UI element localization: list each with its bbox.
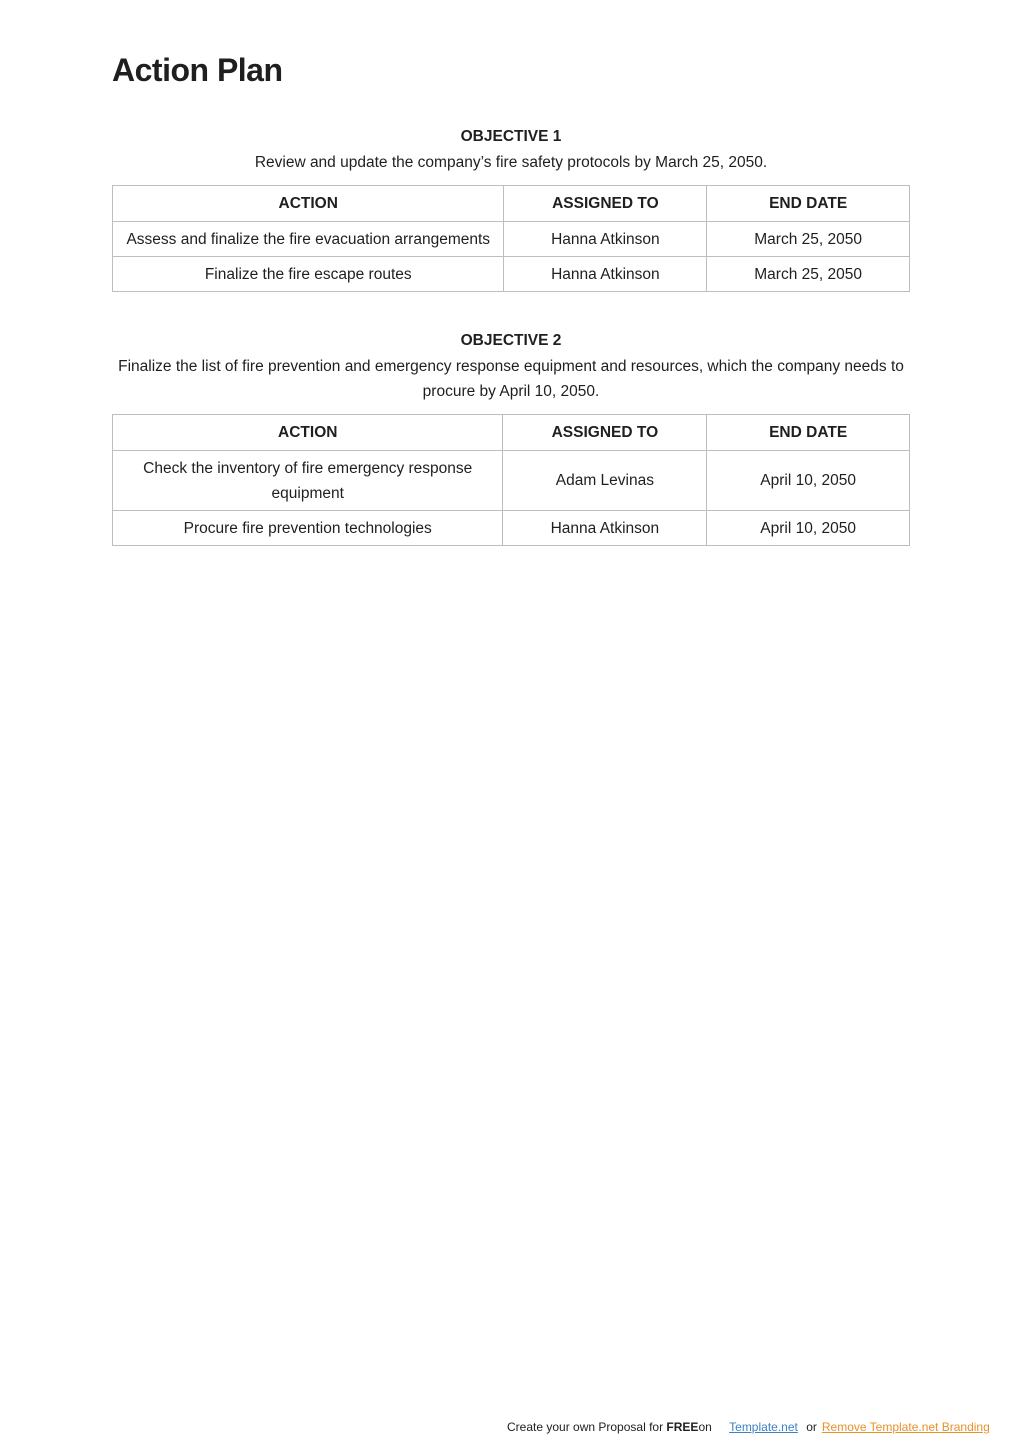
action-cell: Check the inventory of fire emergency response equipment: [113, 451, 503, 511]
footer-or: or: [806, 1420, 817, 1434]
remove-branding-link[interactable]: Remove Template.net Branding: [821, 1420, 990, 1434]
column-header-action: ACTION: [113, 186, 504, 222]
objective-1-table: [112, 185, 910, 292]
objective-2-table: [112, 414, 910, 546]
action-cell: Finalize the fire escape routes: [113, 257, 504, 292]
end-date-cell: March 25, 2050: [707, 222, 910, 257]
objective-1-description: Review and update the company’s fire safety protocols by March 25, 2050.: [254, 154, 768, 171]
assigned-to-cell: Hanna Atkinson: [503, 511, 707, 546]
assigned-to-cell: Hanna Atkinson: [504, 257, 707, 292]
branding-footer: [507, 1420, 990, 1434]
table-row: [113, 257, 910, 292]
objective-2-heading: OBJECTIVE 2: [460, 332, 562, 349]
table-row: [113, 451, 910, 511]
end-date-cell: April 10, 2050: [707, 511, 910, 546]
action-cell: Procure fire prevention technologies: [113, 511, 503, 546]
template-net-link[interactable]: Template.net: [729, 1420, 798, 1434]
assigned-to-cell: Adam Levinas: [503, 451, 707, 511]
page-title: Action Plan: [112, 52, 283, 88]
end-date-cell: April 10, 2050: [707, 451, 910, 511]
end-date-cell: March 25, 2050: [707, 257, 910, 292]
column-header-end-date: END DATE: [707, 186, 910, 222]
table-header-row: [113, 415, 910, 451]
column-header-end-date: END DATE: [707, 415, 910, 451]
footer-on: on: [698, 1420, 712, 1434]
table-row: [113, 222, 910, 257]
action-cell: Assess and finalize the fire evacuation arrangements: [113, 222, 504, 257]
table-header-row: [113, 186, 910, 222]
objective-1-heading: OBJECTIVE 1: [460, 128, 562, 145]
column-header-assigned-to: ASSIGNED TO: [504, 186, 707, 222]
objective-2-description: Finalize the list of fire prevention and emergency response equipment and resources, which the company needs to procure by April 10, 2050.: [118, 358, 904, 400]
column-header-assigned-to: ASSIGNED TO: [503, 415, 707, 451]
table-row: [113, 511, 910, 546]
footer-free: FREE: [666, 1420, 699, 1434]
footer-prefix: Create your own Proposal for: [507, 1420, 664, 1434]
assigned-to-cell: Hanna Atkinson: [504, 222, 707, 257]
column-header-action: ACTION: [113, 415, 503, 451]
